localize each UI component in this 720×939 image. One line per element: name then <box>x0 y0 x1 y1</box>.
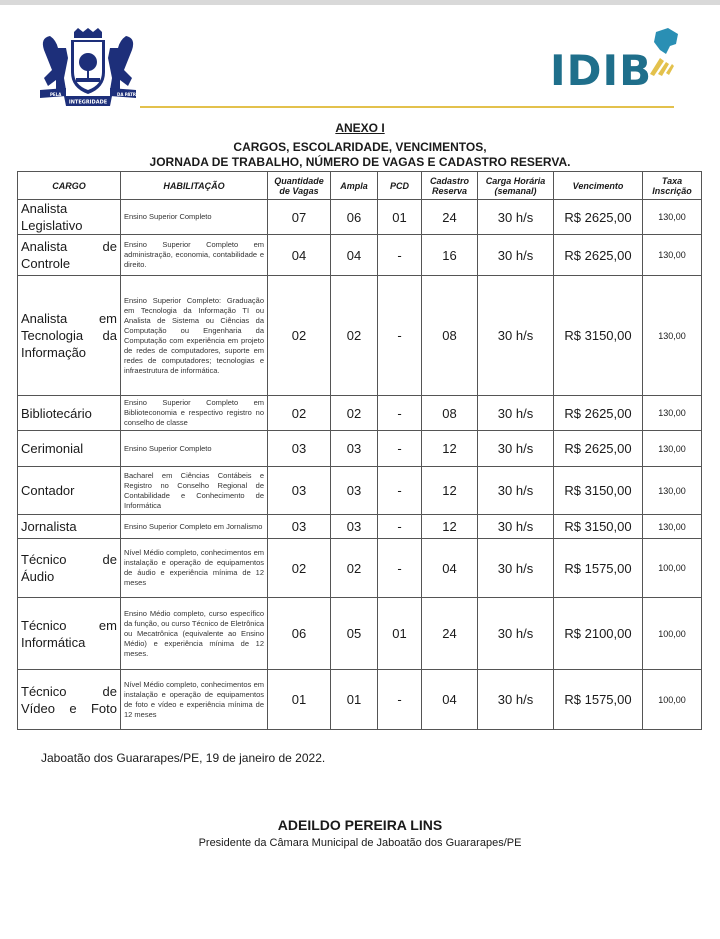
idib-brand-text: IDIB <box>550 46 653 95</box>
cell-habilitacao: Ensino Superior Completo em Jornalismo <box>121 515 268 539</box>
cell-ampla: 01 <box>331 670 378 730</box>
cell-quantidade: 03 <box>268 515 331 539</box>
col-header-pcd: PCD <box>378 172 422 200</box>
cell-ampla: 03 <box>331 431 378 467</box>
cell-quantidade: 07 <box>268 200 331 235</box>
cell-ampla: 02 <box>331 276 378 396</box>
cell-ampla: 05 <box>331 598 378 670</box>
cell-cargo: Técnico em Informática <box>18 598 121 670</box>
col-header-cargo: CARGO <box>18 172 121 200</box>
cell-vencimento: R$ 2625,00 <box>554 235 643 276</box>
cell-vencimento: R$ 3150,00 <box>554 276 643 396</box>
cell-pcd: 01 <box>378 598 422 670</box>
table-row <box>18 670 702 730</box>
cell-habilitacao: Nível Médio completo, conhecimentos em instalação e operação de equipamentos de foto e vídeo e experiência mínima de 12 meses <box>121 670 268 730</box>
cell-carga: 30 h/s <box>478 598 554 670</box>
cell-pcd: - <box>378 539 422 598</box>
cell-pcd: - <box>378 467 422 515</box>
cell-quantidade: 02 <box>268 276 331 396</box>
municipal-crest-logo <box>38 28 141 108</box>
cell-taxa: 130,00 <box>643 200 702 235</box>
table-row <box>18 235 702 276</box>
cell-pcd: - <box>378 235 422 276</box>
cell-carga: 30 h/s <box>478 200 554 235</box>
cell-cargo: Analista em Tecnologia da Informação <box>18 276 121 396</box>
cell-carga: 30 h/s <box>478 396 554 431</box>
cell-quantidade: 03 <box>268 431 331 467</box>
cell-ampla: 03 <box>331 515 378 539</box>
cell-cadastro: 24 <box>422 200 478 235</box>
cell-cadastro: 04 <box>422 670 478 730</box>
table-row <box>18 539 702 598</box>
idib-logo <box>550 28 680 100</box>
col-header-quantidade: Quantidade de Vagas <box>268 172 331 200</box>
cell-habilitacao: Ensino Médio completo, curso específico da função, ou curso Técnico de Eletrônica ou Mecatrônica (equivalente ao Ensino Médio) e experiência mínima de 12 meses. <box>121 598 268 670</box>
crest-right-ribbon: DA PÁTRIA <box>117 92 141 97</box>
cell-cargo: Cerimonial <box>18 431 121 467</box>
cell-pcd: - <box>378 431 422 467</box>
idib-map-icon <box>646 28 680 76</box>
cell-cadastro: 12 <box>422 467 478 515</box>
cell-ampla: 02 <box>331 539 378 598</box>
col-header-habilitacao: HABILITAÇÃO <box>121 172 268 200</box>
cell-taxa: 100,00 <box>643 539 702 598</box>
cell-vencimento: R$ 3150,00 <box>554 467 643 515</box>
cell-ampla: 06 <box>331 200 378 235</box>
crest-center-ribbon: INTEGRIDADE <box>68 99 108 106</box>
cell-cadastro: 24 <box>422 598 478 670</box>
cell-pcd: - <box>378 396 422 431</box>
cell-ampla: 04 <box>331 235 378 276</box>
cell-cargo: Contador <box>18 467 121 515</box>
table-row <box>18 515 702 539</box>
col-header-cadastro: Cadastro Reserva <box>422 172 478 200</box>
cell-cargo: Técnico de Áudio <box>18 539 121 598</box>
cell-carga: 30 h/s <box>478 670 554 730</box>
cell-pcd: - <box>378 276 422 396</box>
top-border <box>0 0 720 5</box>
col-header-ampla: Ampla <box>331 172 378 200</box>
cell-pcd: - <box>378 670 422 730</box>
cell-taxa: 100,00 <box>643 598 702 670</box>
cell-taxa: 130,00 <box>643 467 702 515</box>
cell-taxa: 100,00 <box>643 670 702 730</box>
cell-habilitacao: Bacharel em Ciências Contábeis e Registro no Conselho Regional de Contabilidade e Conhecimento de Informática <box>121 467 268 515</box>
cell-cadastro: 16 <box>422 235 478 276</box>
annex-subtitle-1: CARGOS, ESCOLARIDADE, VENCIMENTOS, <box>233 140 487 154</box>
cell-quantidade: 02 <box>268 396 331 431</box>
header-divider <box>140 106 674 108</box>
signature-role: Presidente da Câmara Municipal de Jaboatão dos Guararapes/PE <box>198 837 522 849</box>
crest-left-ribbon: PELA <box>50 92 62 97</box>
col-header-taxa: Taxa Inscrição <box>643 172 702 200</box>
cell-habilitacao: Ensino Superior Completo <box>121 200 268 235</box>
cell-carga: 30 h/s <box>478 467 554 515</box>
table-header-row <box>18 172 702 200</box>
cell-vencimento: R$ 2625,00 <box>554 431 643 467</box>
cell-carga: 30 h/s <box>478 515 554 539</box>
cell-quantidade: 01 <box>268 670 331 730</box>
signature-name: ADEILDO PEREIRA LINS <box>277 817 443 833</box>
table-row <box>18 396 702 431</box>
cell-vencimento: R$ 2100,00 <box>554 598 643 670</box>
table-row <box>18 598 702 670</box>
cell-cargo: Analista de Controle <box>18 235 121 276</box>
cell-carga: 30 h/s <box>478 539 554 598</box>
cell-cadastro: 08 <box>422 396 478 431</box>
cell-habilitacao: Ensino Superior Completo: Graduação em Tecnologia da Informação TI ou Analista de Sistema ou Ciências da Computação ou Engenharia da Computação com experiência em projeto de redes de computadores, suporte em redes de computadores; tecnologias e infraestrutura de informática. <box>121 276 268 396</box>
cell-taxa: 130,00 <box>643 396 702 431</box>
cell-habilitacao: Nível Médio completo, conhecimentos em instalação e operação de equipamentos de áudio e experiência mínima de 12 meses <box>121 539 268 598</box>
cell-habilitacao: Ensino Superior Completo em Biblioteconomia e respectivo registro no conselho de classe <box>121 396 268 431</box>
col-header-carga: Carga Horária (semanal) <box>478 172 554 200</box>
annex-title: ANEXO I <box>335 121 385 135</box>
cell-taxa: 130,00 <box>643 515 702 539</box>
table-row <box>18 276 702 396</box>
cell-taxa: 130,00 <box>643 431 702 467</box>
cell-quantidade: 03 <box>268 467 331 515</box>
cell-ampla: 02 <box>331 396 378 431</box>
cell-pcd: 01 <box>378 200 422 235</box>
cell-vencimento: R$ 1575,00 <box>554 670 643 730</box>
cell-cadastro: 12 <box>422 515 478 539</box>
cell-cargo: Bibliotecário <box>18 396 121 431</box>
cell-cadastro: 04 <box>422 539 478 598</box>
cell-habilitacao: Ensino Superior Completo <box>121 431 268 467</box>
cell-vencimento: R$ 2625,00 <box>554 200 643 235</box>
cell-ampla: 03 <box>331 467 378 515</box>
document-date: Jaboatão dos Guararapes/PE, 19 de janeiro de 2022. <box>41 751 326 765</box>
cell-cargo: Jornalista <box>18 515 121 539</box>
cell-cadastro: 08 <box>422 276 478 396</box>
cell-cargo: Técnico de Vídeo e Foto <box>18 670 121 730</box>
table-row <box>18 467 702 515</box>
col-header-vencimento: Vencimento <box>554 172 643 200</box>
cell-quantidade: 02 <box>268 539 331 598</box>
cell-taxa: 130,00 <box>643 276 702 396</box>
cell-carga: 30 h/s <box>478 235 554 276</box>
cell-vencimento: R$ 2625,00 <box>554 396 643 431</box>
cell-pcd: - <box>378 515 422 539</box>
cell-quantidade: 06 <box>268 598 331 670</box>
table-row <box>18 200 702 235</box>
cell-carga: 30 h/s <box>478 431 554 467</box>
cell-vencimento: R$ 3150,00 <box>554 515 643 539</box>
cell-vencimento: R$ 1575,00 <box>554 539 643 598</box>
cell-quantidade: 04 <box>268 235 331 276</box>
table-row <box>18 431 702 467</box>
positions-table <box>17 171 702 730</box>
cell-carga: 30 h/s <box>478 276 554 396</box>
cell-taxa: 130,00 <box>643 235 702 276</box>
cell-cargo: Analista Legislativo <box>18 200 121 235</box>
cell-habilitacao: Ensino Superior Completo em administração, economia, contabilidade e direito. <box>121 235 268 276</box>
annex-subtitle-2: JORNADA DE TRABALHO, NÚMERO DE VAGAS E CADASTRO RESERVA. <box>149 155 571 169</box>
cell-cadastro: 12 <box>422 431 478 467</box>
